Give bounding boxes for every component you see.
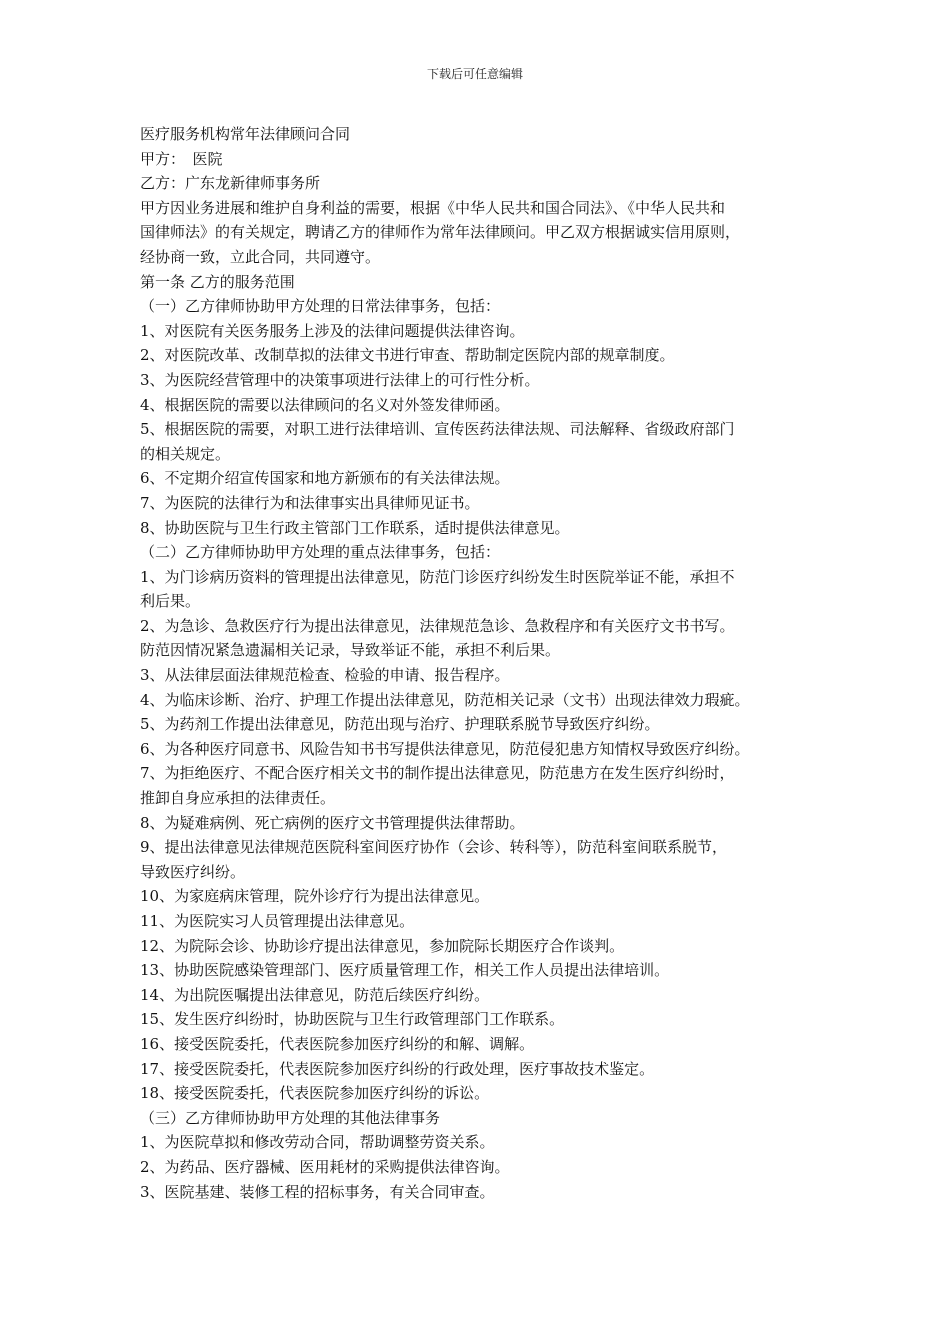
document-line: 18、接受医院委托，代表医院参加医疗纠纷的诉讼。	[140, 1084, 490, 1103]
document-line: 11、为医院实习人员管理提出法律意见。	[140, 912, 415, 930]
page-header: 下载后可任意编辑	[426, 67, 523, 81]
document-line: 乙方：广东龙新律师事务所	[140, 174, 321, 193]
document-line: 2、为药品、医疗器械、医用耗材的采购提供法律咨询。	[140, 1157, 510, 1176]
document-line: 第一条 乙方的服务范围	[140, 272, 295, 291]
document-line: 12、为院际会诊、协助诊疗提出法律意见，参加院际长期医疗合作谈判。	[140, 936, 625, 955]
document-line: （三）乙方律师协助甲方处理的其他法律事务	[140, 1108, 441, 1127]
document-line: 的相关规定。	[140, 444, 231, 463]
document-line: 3、医院基建、装修工程的招标事务，有关合同审查。	[140, 1182, 495, 1201]
document-line: 医疗服务机构常年法律顾问合同	[140, 125, 351, 143]
document-line: 5、根据医院的需要，对职工进行法律培训、宣传医药法律法规、司法解释、省级政府部门	[140, 420, 735, 439]
document-line: 8、协助医院与卫生行政主管部门工作联系，适时提供法律意见。	[140, 518, 570, 537]
document-line: 1、为门诊病历资料的管理提出法律意见，防范门诊医疗纠纷发生时医院举证不能，承担不	[140, 567, 735, 586]
document-line: 经协商一致，立此合同，共同遵守。	[140, 247, 381, 266]
document-line: 6、不定期介绍宣传国家和地方新颁布的有关法律法规。	[140, 469, 510, 488]
document-line: 14、为出院医嘱提出法律意见，防范后续医疗纠纷。	[140, 985, 490, 1004]
document-line: 1、对医院有关医务服务上涉及的法律问题提供法律咨询。	[140, 321, 525, 340]
document-body	[140, 122, 820, 1204]
document-line: 7、为拒绝医疗、不配合医疗相关文书的制作提出法律意见，防范患方在发生医疗纠纷时，	[140, 764, 735, 783]
document-line: 13、协助医院感染管理部门、医疗质量管理工作，相关工作人员提出法律培训。	[140, 961, 670, 980]
document-line: 国律师法》的有关规定，聘请乙方的律师作为常年法律顾问。甲乙双方根据诚实信用原则，	[140, 223, 741, 242]
document-line: 6、为各种医疗同意书、风险告知书书写提供法律意见，防范侵犯患方知情权导致医疗纠纷。	[140, 739, 750, 758]
document-line: 5、为药剂工作提出法律意见，防范出现与治疗、护理联系脱节导致医疗纠纷。	[140, 715, 660, 734]
document-line: 17、接受医院委托，代表医院参加医疗纠纷的行政处理，医疗事故技术鉴定。	[140, 1059, 655, 1078]
document-line: 8、为疑难病例、死亡病例的医疗文书管理提供法律帮助。	[140, 813, 525, 832]
document-line: 4、为临床诊断、治疗、护理工作提出法律意见，防范相关记录（文书）出现法律效力瑕疵。	[140, 690, 750, 709]
document-line: （二）乙方律师协助甲方处理的重点法律事务，包括：	[140, 543, 501, 562]
document-line: 防范因情况紧急遗漏相关记录，导致举证不能，承担不利后果。	[140, 641, 561, 660]
document-line: 2、为急诊、急救医疗行为提出法律意见，法律规范急诊、急救程序和有关医疗文书书写。	[140, 616, 735, 635]
document-line: （一）乙方律师协助甲方处理的日常法律事务，包括：	[140, 297, 501, 316]
document-line: 3、为医院经营管理中的决策事项进行法律上的可行性分析。	[140, 370, 540, 389]
document-line: 7、为医院的法律行为和法律事实出具律师见证书。	[140, 493, 480, 512]
document-line: 10、为家庭病床管理，院外诊疗行为提出法律意见。	[140, 887, 490, 906]
document-line: 2、对医院改革、改制草拟的法律文书进行审查、帮助制定医院内部的规章制度。	[140, 346, 675, 365]
document-line: 甲方因业务进展和维护自身利益的需要，根据《中华人民共和国合同法》、《中华人民共和	[140, 198, 726, 217]
document-line: 导致医疗纠纷。	[140, 862, 246, 881]
document-line: 甲方： 医院	[140, 149, 223, 168]
document-line: 3、从法律层面法律规范检查、检验的申请、报告程序。	[140, 666, 510, 685]
document-line: 4、根据医院的需要以法律顾问的名义对外签发律师函。	[140, 395, 510, 414]
document-line: 1、为医院草拟和修改劳动合同，帮助调整劳资关系。	[140, 1133, 495, 1152]
document-line: 推卸自身应承担的法律责任。	[140, 789, 336, 808]
document-line: 利后果。	[140, 592, 201, 611]
document-line: 16、接受医院委托，代表医院参加医疗纠纷的和解、调解。	[140, 1034, 535, 1053]
document-line: 15、发生医疗纠纷时，协助医院与卫生行政管理部门工作联系。	[140, 1010, 565, 1029]
document-line: 9、提出法律意见法律规范医院科室间医疗协作（会诊、转科等），防范科室间联系脱节，	[140, 838, 728, 857]
